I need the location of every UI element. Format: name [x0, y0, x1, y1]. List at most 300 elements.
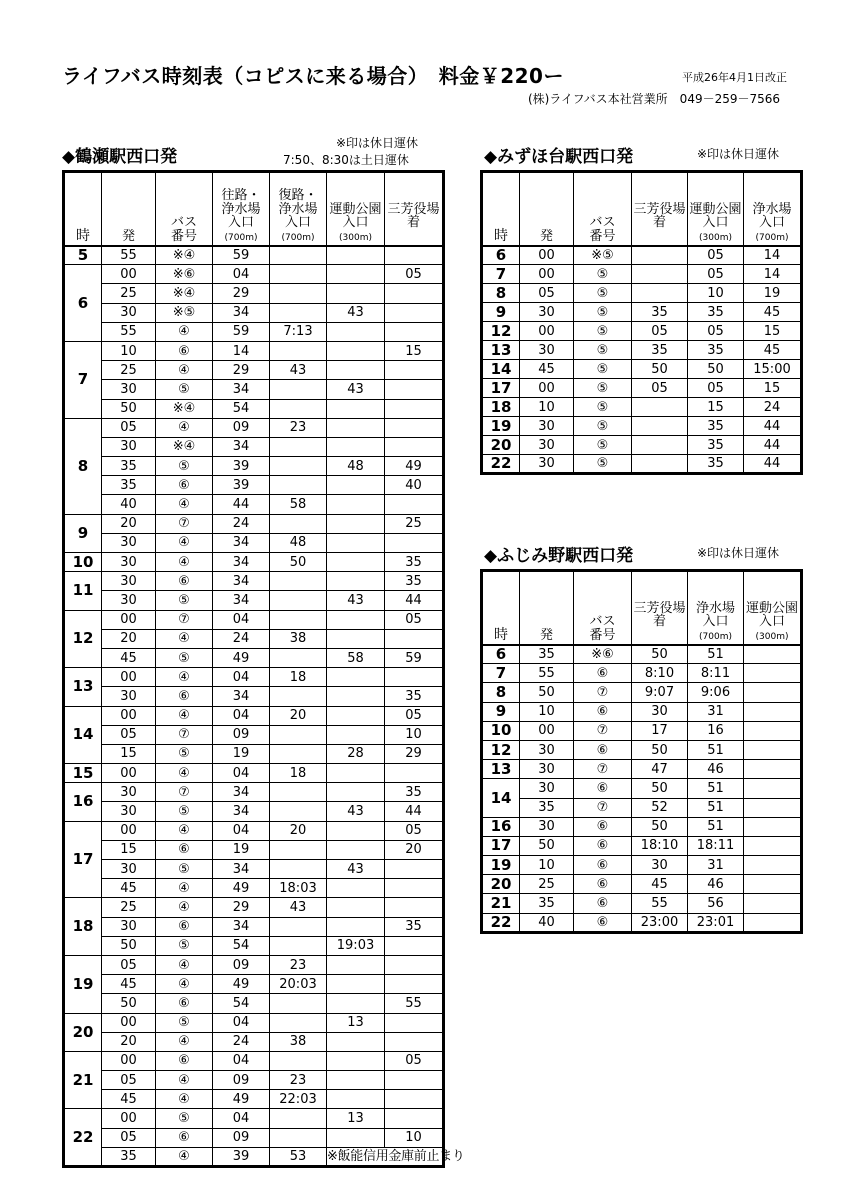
hour-cell: 22	[482, 913, 520, 932]
time-cell: 04	[213, 610, 270, 629]
time-cell: 35	[102, 476, 156, 495]
table-row	[64, 572, 444, 591]
time-cell: 31	[688, 856, 744, 875]
table-row	[482, 913, 802, 932]
col-header-bus-number	[574, 571, 632, 645]
time-cell: ④	[156, 322, 213, 341]
table-row	[64, 437, 444, 456]
hour-cell: 12	[64, 610, 102, 668]
header-text: 着	[652, 215, 666, 231]
time-cell: 43	[270, 361, 327, 380]
time-cell	[385, 437, 444, 456]
table-row	[64, 917, 444, 936]
time-cell: 35	[520, 645, 574, 664]
time-cell: 30	[102, 591, 156, 610]
time-cell: 52	[632, 798, 688, 817]
time-cell: ⑥	[156, 917, 213, 936]
header-text: 往路・	[221, 187, 261, 203]
time-cell	[270, 917, 327, 936]
hour-cell: 19	[64, 955, 102, 1013]
time-cell: ※⑥	[156, 265, 213, 284]
hour-cell: 19	[482, 417, 520, 436]
time-cell: 34	[213, 303, 270, 322]
time-cell: 34	[213, 917, 270, 936]
time-cell	[327, 706, 385, 725]
time-cell: ⑤	[574, 398, 632, 417]
time-cell: 09	[213, 1071, 270, 1090]
time-cell: 49	[213, 1090, 270, 1109]
time-cell: 05	[688, 265, 744, 284]
time-cell	[327, 764, 385, 783]
time-cell: ④	[156, 1147, 213, 1166]
time-cell: ④	[156, 1071, 213, 1090]
time-cell	[385, 533, 444, 552]
header-text: 入口	[758, 215, 785, 231]
time-cell	[327, 1032, 385, 1051]
table-row	[64, 975, 444, 994]
time-cell: 45	[744, 303, 802, 322]
table-row	[482, 875, 802, 894]
time-cell: 30	[102, 783, 156, 802]
time-cell	[385, 764, 444, 783]
time-cell: 38	[270, 1032, 327, 1051]
time-cell: 49	[213, 879, 270, 898]
time-cell: 34	[213, 380, 270, 399]
time-cell: ④	[156, 898, 213, 917]
time-cell: ⑥	[156, 1051, 213, 1070]
time-cell	[270, 648, 327, 667]
time-cell: 30	[520, 740, 574, 759]
time-cell	[270, 399, 327, 418]
time-cell	[385, 246, 444, 265]
header-text: 番号	[589, 627, 616, 643]
time-cell: 50	[632, 360, 688, 379]
time-cell: ⑥	[574, 740, 632, 759]
time-cell	[744, 683, 802, 702]
hour-cell: 22	[64, 1109, 102, 1167]
header-text: 浄水場	[695, 600, 735, 616]
table-row	[64, 361, 444, 380]
table-row	[64, 955, 444, 974]
time-cell: 54	[213, 936, 270, 955]
time-cell: 43	[327, 860, 385, 879]
time-cell: 18:10	[632, 836, 688, 855]
time-cell: 10	[385, 1128, 444, 1147]
time-cell: 30	[520, 760, 574, 779]
table-row	[482, 284, 802, 303]
time-cell: 19	[213, 744, 270, 763]
time-cell	[632, 265, 688, 284]
header-text: 浄水場	[752, 201, 792, 217]
time-cell	[385, 860, 444, 879]
hour-cell: 22	[482, 455, 520, 474]
time-cell: 47	[632, 760, 688, 779]
time-cell: ⑤	[574, 455, 632, 474]
header-text: (700m)	[699, 631, 732, 642]
time-cell: ④	[156, 418, 213, 437]
table-row	[64, 380, 444, 399]
table-row	[64, 994, 444, 1013]
time-cell: 15	[102, 840, 156, 859]
table-row	[482, 417, 802, 436]
time-cell: 31	[688, 702, 744, 721]
time-cell	[270, 840, 327, 859]
time-cell: 50	[632, 740, 688, 759]
time-cell: ④	[156, 706, 213, 725]
time-cell	[744, 702, 802, 721]
time-cell	[327, 783, 385, 802]
time-cell	[385, 955, 444, 974]
time-cell: 20:03	[270, 975, 327, 994]
header-text: 運動公園	[689, 201, 742, 217]
table-row	[482, 246, 802, 265]
time-cell: 04	[213, 1051, 270, 1070]
time-cell: 50	[102, 994, 156, 1013]
table-row	[64, 457, 444, 476]
table-row	[482, 455, 802, 474]
hour-cell: 7	[482, 664, 520, 683]
table-row	[482, 322, 802, 341]
col-header-bus-number	[156, 172, 213, 246]
header-text: 復路・	[278, 187, 318, 203]
time-cell: 59	[385, 648, 444, 667]
col-header-return-josui	[270, 172, 327, 246]
time-cell	[327, 553, 385, 572]
time-cell: 50	[688, 360, 744, 379]
time-cell: ⑥	[156, 687, 213, 706]
time-cell: 15	[385, 341, 444, 360]
time-cell: 04	[213, 764, 270, 783]
time-cell	[270, 572, 327, 591]
col-header-departure: 発	[102, 172, 156, 246]
time-cell	[327, 322, 385, 341]
time-cell: ⑦	[156, 610, 213, 629]
header-text: バス	[589, 215, 616, 231]
hour-cell: 12	[482, 322, 520, 341]
header-text: (300m)	[755, 631, 789, 642]
time-cell: 15	[102, 744, 156, 763]
header-text: (700m)	[281, 232, 315, 243]
time-cell: ⑦	[574, 721, 632, 740]
time-cell: 19	[744, 284, 802, 303]
time-cell: ※⑤	[156, 303, 213, 322]
time-cell: 50	[632, 645, 688, 664]
header-text: 浄水場	[221, 201, 261, 217]
time-cell: 19	[213, 840, 270, 859]
table-row	[482, 798, 802, 817]
time-cell: ⑦	[156, 783, 213, 802]
header-text: 運動公園	[329, 201, 382, 217]
table-row	[64, 514, 444, 533]
time-cell: 30	[102, 572, 156, 591]
time-cell	[632, 455, 688, 474]
time-cell: 9:07	[632, 683, 688, 702]
time-cell	[270, 457, 327, 476]
col-header-departure: 発	[520, 571, 574, 645]
time-cell: ④	[156, 553, 213, 572]
time-cell: 35	[102, 1147, 156, 1166]
time-cell: ④	[156, 955, 213, 974]
time-cell: 29	[213, 284, 270, 303]
table-row	[64, 1109, 444, 1128]
time-cell: 20	[102, 629, 156, 648]
time-cell	[270, 437, 327, 456]
time-cell: ④	[156, 1032, 213, 1051]
time-cell: 05	[102, 1128, 156, 1147]
table-row	[482, 740, 802, 759]
time-cell: 34	[213, 860, 270, 879]
hour-cell: 19	[482, 856, 520, 875]
time-cell: 44	[744, 455, 802, 474]
time-cell	[270, 380, 327, 399]
time-cell: ⑤	[574, 284, 632, 303]
time-cell: ⑤	[574, 341, 632, 360]
time-cell: ⑦	[574, 760, 632, 779]
time-cell: 25	[102, 361, 156, 380]
time-cell: ⑤	[574, 303, 632, 322]
time-cell: 51	[688, 645, 744, 664]
time-cell: 30	[520, 417, 574, 436]
time-cell: 30	[102, 687, 156, 706]
time-cell: 15	[744, 379, 802, 398]
time-cell: 29	[213, 361, 270, 380]
table-row	[482, 683, 802, 702]
time-cell: ④	[156, 975, 213, 994]
table-row	[64, 668, 444, 687]
time-cell: ④	[156, 533, 213, 552]
time-cell	[270, 246, 327, 265]
time-cell: ⑥	[156, 341, 213, 360]
time-cell	[385, 303, 444, 322]
table-row	[482, 303, 802, 322]
time-cell	[744, 913, 802, 932]
table-row	[482, 379, 802, 398]
time-cell: 34	[213, 802, 270, 821]
time-cell: ④	[156, 361, 213, 380]
time-cell: 04	[213, 821, 270, 840]
time-cell: ⑤	[156, 648, 213, 667]
table-row	[64, 495, 444, 514]
time-cell: 16	[688, 721, 744, 740]
time-cell: 23:00	[632, 913, 688, 932]
tsurugase-timetable	[62, 170, 465, 1168]
time-cell: ※④	[156, 399, 213, 418]
time-cell: 00	[102, 668, 156, 687]
time-cell: 34	[213, 553, 270, 572]
time-cell	[385, 495, 444, 514]
time-cell: 43	[327, 303, 385, 322]
col-header-miyoshi	[632, 172, 688, 246]
hour-cell: 10	[482, 721, 520, 740]
time-cell	[385, 1032, 444, 1051]
time-cell: ⑤	[156, 860, 213, 879]
hour-cell: 20	[64, 1013, 102, 1051]
header-text: 浄水場	[278, 201, 318, 217]
time-cell: 45	[744, 341, 802, 360]
time-cell: 10	[520, 702, 574, 721]
time-cell: 44	[744, 417, 802, 436]
time-cell: ※⑤	[574, 246, 632, 265]
table-row	[64, 1013, 444, 1032]
hour-cell: 16	[64, 783, 102, 821]
time-cell: 19:03	[327, 936, 385, 955]
table-row	[64, 879, 444, 898]
time-cell: 00	[102, 610, 156, 629]
time-cell	[744, 836, 802, 855]
hour-cell: 15	[64, 764, 102, 783]
time-cell: 38	[270, 629, 327, 648]
time-cell: 30	[520, 817, 574, 836]
time-cell	[270, 284, 327, 303]
time-cell: 25	[385, 514, 444, 533]
time-cell: 35	[520, 894, 574, 913]
time-cell: 30	[102, 303, 156, 322]
time-cell: 35	[385, 783, 444, 802]
hour-cell: 13	[482, 341, 520, 360]
hour-cell: 21	[64, 1051, 102, 1109]
time-cell: 51	[688, 817, 744, 836]
time-cell	[327, 821, 385, 840]
table-row	[64, 802, 444, 821]
table-row	[64, 1128, 444, 1147]
time-cell: 05	[385, 706, 444, 725]
time-cell: 24	[213, 629, 270, 648]
table-row	[482, 341, 802, 360]
time-cell: ⑥	[574, 875, 632, 894]
time-cell: 30	[520, 779, 574, 798]
time-cell	[327, 533, 385, 552]
time-cell: 25	[520, 875, 574, 894]
time-cell: 10	[520, 398, 574, 417]
time-cell: 35	[385, 572, 444, 591]
hour-cell: 18	[64, 898, 102, 956]
time-cell	[385, 898, 444, 917]
table-row	[64, 610, 444, 629]
table-row	[64, 533, 444, 552]
time-cell: ⑥	[156, 994, 213, 1013]
time-cell: 50	[102, 936, 156, 955]
time-cell: 13	[327, 1013, 385, 1032]
time-cell: 46	[688, 760, 744, 779]
time-cell: 59	[213, 246, 270, 265]
table-row	[64, 1032, 444, 1051]
col-header-bus-number	[574, 172, 632, 246]
table-row	[64, 840, 444, 859]
table-row	[64, 246, 444, 265]
time-cell: 35	[632, 341, 688, 360]
hour-cell: 13	[482, 760, 520, 779]
time-cell: 44	[213, 495, 270, 514]
time-cell: 00	[102, 821, 156, 840]
time-cell	[270, 725, 327, 744]
table-row	[64, 476, 444, 495]
time-cell	[744, 721, 802, 740]
time-cell: 20	[102, 514, 156, 533]
time-cell: 00	[102, 706, 156, 725]
col-header-outbound-josui	[213, 172, 270, 246]
time-cell	[270, 610, 327, 629]
time-cell: 00	[520, 246, 574, 265]
table-row	[64, 1051, 444, 1070]
hour-cell: 7	[64, 341, 102, 418]
time-cell: 18	[270, 764, 327, 783]
header-text: 着	[406, 215, 420, 231]
time-cell	[327, 437, 385, 456]
time-cell	[327, 514, 385, 533]
hour-cell: 17	[482, 836, 520, 855]
time-cell: 50	[520, 683, 574, 702]
col-header-miyoshi	[385, 172, 444, 246]
table-row	[482, 779, 802, 798]
time-cell: 05	[385, 821, 444, 840]
table-row	[64, 399, 444, 418]
hour-cell: 9	[64, 514, 102, 552]
time-cell	[327, 572, 385, 591]
time-cell	[270, 341, 327, 360]
table-row	[64, 936, 444, 955]
hour-cell: 8	[482, 284, 520, 303]
table-row	[482, 645, 802, 664]
time-cell: 30	[520, 436, 574, 455]
time-cell: 04	[213, 1109, 270, 1128]
time-cell: 43	[327, 591, 385, 610]
time-cell: 09	[213, 955, 270, 974]
time-cell: ⑦	[574, 798, 632, 817]
time-cell	[744, 645, 802, 664]
time-cell: 44	[385, 802, 444, 821]
time-cell: ④	[156, 668, 213, 687]
time-cell: 39	[213, 1147, 270, 1166]
header-text: バス	[589, 614, 616, 630]
time-cell: 45	[102, 648, 156, 667]
hour-cell: 16	[482, 817, 520, 836]
col-header-josui	[744, 172, 802, 246]
header-text: 入口	[342, 215, 369, 231]
table-row	[64, 341, 444, 360]
table-row	[482, 836, 802, 855]
time-cell	[327, 668, 385, 687]
time-cell: ⑤	[574, 379, 632, 398]
hour-cell: 9	[482, 702, 520, 721]
time-cell: ※④	[156, 284, 213, 303]
time-cell	[327, 399, 385, 418]
fujimino-title: ◆ふじみ野駅西口発	[484, 546, 634, 566]
table-row	[64, 322, 444, 341]
time-cell	[327, 879, 385, 898]
time-cell: 50	[102, 399, 156, 418]
time-cell	[327, 840, 385, 859]
time-cell	[270, 1128, 327, 1147]
time-cell	[744, 817, 802, 836]
table-row	[64, 898, 444, 917]
time-cell: 56	[688, 894, 744, 913]
time-cell: ⑦	[156, 514, 213, 533]
time-cell	[632, 284, 688, 303]
hour-cell: 9	[482, 303, 520, 322]
time-cell: 23:01	[688, 913, 744, 932]
time-cell	[327, 725, 385, 744]
time-cell: ⑥	[574, 836, 632, 855]
time-cell	[327, 1090, 385, 1109]
col-header-josui	[688, 571, 744, 645]
time-cell: ⑤	[156, 380, 213, 399]
time-cell: 29	[385, 744, 444, 763]
table-row	[64, 687, 444, 706]
time-cell: 05	[688, 246, 744, 265]
table-row	[64, 1090, 444, 1109]
time-cell: 20	[270, 821, 327, 840]
time-cell: 43	[270, 898, 327, 917]
